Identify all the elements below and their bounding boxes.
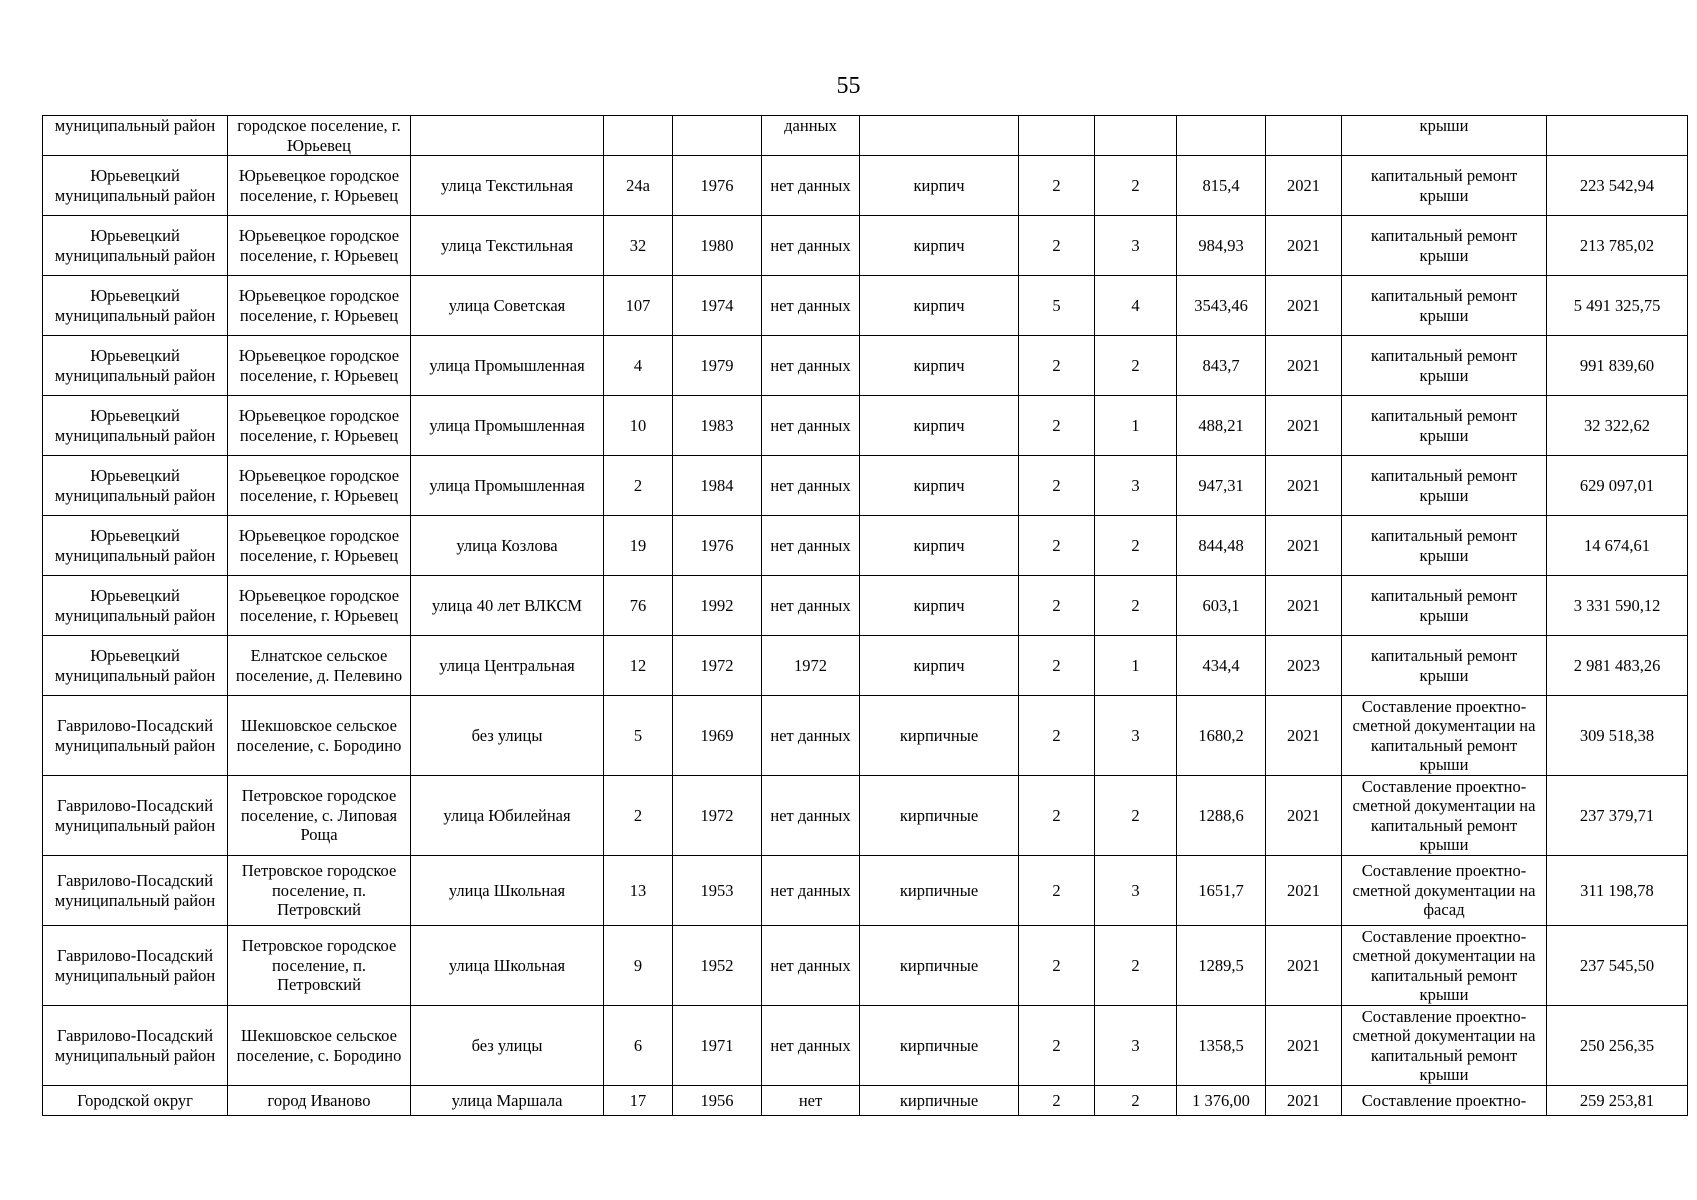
cell-street: улица Центральная bbox=[411, 636, 604, 696]
cell-year-built: 1992 bbox=[673, 576, 762, 636]
cell-settlement: Юрьевецкое городское поселение, г. Юрьевец bbox=[228, 156, 411, 216]
table-row bbox=[43, 336, 1688, 396]
table-row bbox=[43, 216, 1688, 276]
cell-area: 947,31 bbox=[1177, 456, 1266, 516]
cell-entrances: 4 bbox=[1095, 276, 1177, 336]
cell-area: 815,4 bbox=[1177, 156, 1266, 216]
cell-year-other: нет данных bbox=[762, 856, 860, 926]
cell-house: 2 bbox=[604, 456, 673, 516]
cell-year-other: нет данных bbox=[762, 776, 860, 856]
cell-work-type: капитальный ремонт крыши bbox=[1342, 396, 1547, 456]
cell-settlement: Юрьевецкое городское поселение, г. Юрьевец bbox=[228, 336, 411, 396]
cell-floors bbox=[1019, 116, 1095, 156]
cell-street: улица 40 лет ВЛКСМ bbox=[411, 576, 604, 636]
cell-house: 4 bbox=[604, 336, 673, 396]
cell-work-year: 2021 bbox=[1266, 396, 1342, 456]
cell-settlement: Петровское городское поселение, п. Петровский bbox=[228, 926, 411, 1006]
cell-entrances: 2 bbox=[1095, 1086, 1177, 1116]
cell-work-type: капитальный ремонт крыши bbox=[1342, 336, 1547, 396]
cell-area: 1358,5 bbox=[1177, 1006, 1266, 1086]
cell-street: улица Маршала bbox=[411, 1086, 604, 1116]
cell-entrances: 2 bbox=[1095, 576, 1177, 636]
cell-district: Юрьевецкий муниципальный район bbox=[43, 336, 228, 396]
cell-area: 1680,2 bbox=[1177, 696, 1266, 776]
cell-street: улица Советская bbox=[411, 276, 604, 336]
cell-material: кирпичные bbox=[860, 696, 1019, 776]
cell-settlement: Елнатское сельское поселение, д. Пелевино bbox=[228, 636, 411, 696]
cell-entrances: 1 bbox=[1095, 396, 1177, 456]
cell-area: 984,93 bbox=[1177, 216, 1266, 276]
cell-cost: 250 256,35 bbox=[1547, 1006, 1688, 1086]
cell-district: Гаврилово-Посадский муниципальный район bbox=[43, 926, 228, 1006]
cell-work-type: капитальный ремонт крыши bbox=[1342, 156, 1547, 216]
cell-material: кирпичные bbox=[860, 1006, 1019, 1086]
cell-settlement: Петровское городское поселение, п. Петровский bbox=[228, 856, 411, 926]
cell-work-year: 2021 bbox=[1266, 216, 1342, 276]
cell-year-other: нет bbox=[762, 1086, 860, 1116]
cell-settlement: Юрьевецкое городское поселение, г. Юрьевец bbox=[228, 516, 411, 576]
cell-floors: 2 bbox=[1019, 636, 1095, 696]
cell-settlement: Юрьевецкое городское поселение, г. Юрьевец bbox=[228, 396, 411, 456]
cell-floors: 2 bbox=[1019, 776, 1095, 856]
cell-house: 76 bbox=[604, 576, 673, 636]
cell-work-type: капитальный ремонт крыши bbox=[1342, 216, 1547, 276]
cell-year-built: 1971 bbox=[673, 1006, 762, 1086]
table-row bbox=[43, 456, 1688, 516]
cell-house: 5 bbox=[604, 696, 673, 776]
cell-cost: 259 253,81 bbox=[1547, 1086, 1688, 1116]
cell-house: 107 bbox=[604, 276, 673, 336]
cell-house: 24а bbox=[604, 156, 673, 216]
table-body bbox=[43, 116, 1688, 1116]
cell-year-other: нет данных bbox=[762, 216, 860, 276]
cell-district: Юрьевецкий муниципальный район bbox=[43, 636, 228, 696]
cell-entrances: 2 bbox=[1095, 776, 1177, 856]
cell-settlement: Юрьевецкое городское поселение, г. Юрьевец bbox=[228, 576, 411, 636]
cell-house: 17 bbox=[604, 1086, 673, 1116]
cell-work-type: Составление проектно-сметной документации на капитальный ремонт крыши bbox=[1342, 926, 1547, 1006]
cell-floors: 2 bbox=[1019, 336, 1095, 396]
cell-work-type: капитальный ремонт крыши bbox=[1342, 576, 1547, 636]
cell-house: 10 bbox=[604, 396, 673, 456]
table-row bbox=[43, 276, 1688, 336]
cell-area: 1288,6 bbox=[1177, 776, 1266, 856]
cell-year-built: 1979 bbox=[673, 336, 762, 396]
cell-work-type: капитальный ремонт крыши bbox=[1342, 456, 1547, 516]
cell-settlement: городское поселение, г. Юрьевец bbox=[228, 116, 411, 156]
cell-street: улица Школьная bbox=[411, 856, 604, 926]
cell-cost: 3 331 590,12 bbox=[1547, 576, 1688, 636]
cell-work-year: 2021 bbox=[1266, 1006, 1342, 1086]
cell-area: 434,4 bbox=[1177, 636, 1266, 696]
table-row bbox=[43, 116, 1688, 156]
housing-repair-table bbox=[42, 115, 1688, 1116]
cell-work-year: 2021 bbox=[1266, 776, 1342, 856]
cell-area: 488,21 bbox=[1177, 396, 1266, 456]
cell-house: 12 bbox=[604, 636, 673, 696]
cell-settlement: Юрьевецкое городское поселение, г. Юрьевец bbox=[228, 456, 411, 516]
cell-house: 2 bbox=[604, 776, 673, 856]
cell-year-other: данных bbox=[762, 116, 860, 156]
cell-street bbox=[411, 116, 604, 156]
cell-year-other: нет данных bbox=[762, 396, 860, 456]
cell-year-other: нет данных bbox=[762, 276, 860, 336]
cell-floors: 2 bbox=[1019, 216, 1095, 276]
cell-district: Гаврилово-Посадский муниципальный район bbox=[43, 696, 228, 776]
cell-district: Юрьевецкий муниципальный район bbox=[43, 216, 228, 276]
cell-year-built: 1952 bbox=[673, 926, 762, 1006]
cell-cost: 629 097,01 bbox=[1547, 456, 1688, 516]
cell-floors: 2 bbox=[1019, 576, 1095, 636]
cell-settlement: Юрьевецкое городское поселение, г. Юрьевец bbox=[228, 216, 411, 276]
cell-street: улица Промышленная bbox=[411, 456, 604, 516]
cell-work-year: 2021 bbox=[1266, 276, 1342, 336]
cell-year-other: нет данных bbox=[762, 576, 860, 636]
cell-work-year: 2021 bbox=[1266, 926, 1342, 1006]
cell-material: кирпичные bbox=[860, 926, 1019, 1006]
cell-year-other: нет данных bbox=[762, 156, 860, 216]
cell-year-built: 1972 bbox=[673, 776, 762, 856]
cell-year-built: 1956 bbox=[673, 1086, 762, 1116]
cell-settlement: город Иваново bbox=[228, 1086, 411, 1116]
cell-entrances: 2 bbox=[1095, 336, 1177, 396]
cell-year-other: нет данных bbox=[762, 696, 860, 776]
cell-floors: 2 bbox=[1019, 1006, 1095, 1086]
cell-cost: 223 542,94 bbox=[1547, 156, 1688, 216]
table-row bbox=[43, 636, 1688, 696]
table-row bbox=[43, 856, 1688, 926]
cell-district: Юрьевецкий муниципальный район bbox=[43, 516, 228, 576]
cell-floors: 2 bbox=[1019, 696, 1095, 776]
cell-area: 1 376,00 bbox=[1177, 1086, 1266, 1116]
cell-area: 1651,7 bbox=[1177, 856, 1266, 926]
cell-year-other: нет данных bbox=[762, 1006, 860, 1086]
cell-material: кирпичные bbox=[860, 776, 1019, 856]
cell-work-year: 2021 bbox=[1266, 516, 1342, 576]
cell-street: без улицы bbox=[411, 696, 604, 776]
cell-year-other: нет данных bbox=[762, 336, 860, 396]
cell-district: муниципальный район bbox=[43, 116, 228, 156]
cell-floors: 2 bbox=[1019, 1086, 1095, 1116]
cell-work-year: 2021 bbox=[1266, 856, 1342, 926]
cell-work-year: 2023 bbox=[1266, 636, 1342, 696]
cell-year-built: 1984 bbox=[673, 456, 762, 516]
cell-district: Гаврилово-Посадский муниципальный район bbox=[43, 1006, 228, 1086]
cell-area: 603,1 bbox=[1177, 576, 1266, 636]
cell-cost: 309 518,38 bbox=[1547, 696, 1688, 776]
cell-cost: 213 785,02 bbox=[1547, 216, 1688, 276]
cell-material: кирпич bbox=[860, 216, 1019, 276]
cell-settlement: Юрьевецкое городское поселение, г. Юрьевец bbox=[228, 276, 411, 336]
cell-year-built: 1953 bbox=[673, 856, 762, 926]
cell-work-type: Составление проектно-сметной документации на фасад bbox=[1342, 856, 1547, 926]
cell-material: кирпич bbox=[860, 456, 1019, 516]
cell-year-other: нет данных bbox=[762, 456, 860, 516]
cell-entrances bbox=[1095, 116, 1177, 156]
cell-house: 9 bbox=[604, 926, 673, 1006]
cell-work-year: 2021 bbox=[1266, 696, 1342, 776]
cell-work-type: капитальный ремонт крыши bbox=[1342, 276, 1547, 336]
cell-work-year: 2021 bbox=[1266, 336, 1342, 396]
cell-district: Гаврилово-Посадский муниципальный район bbox=[43, 776, 228, 856]
cell-district: Городской округ bbox=[43, 1086, 228, 1116]
cell-street: улица Промышленная bbox=[411, 396, 604, 456]
cell-district: Юрьевецкий муниципальный район bbox=[43, 396, 228, 456]
cell-work-year bbox=[1266, 116, 1342, 156]
cell-entrances: 3 bbox=[1095, 456, 1177, 516]
cell-floors: 5 bbox=[1019, 276, 1095, 336]
cell-area: 3543,46 bbox=[1177, 276, 1266, 336]
cell-house bbox=[604, 116, 673, 156]
cell-work-type: капитальный ремонт крыши bbox=[1342, 636, 1547, 696]
cell-material: кирпич bbox=[860, 576, 1019, 636]
cell-entrances: 1 bbox=[1095, 636, 1177, 696]
cell-work-type: капитальный ремонт крыши bbox=[1342, 516, 1547, 576]
cell-material: кирпич bbox=[860, 336, 1019, 396]
cell-work-type: Составление проектно-сметной документации на капитальный ремонт крыши bbox=[1342, 1006, 1547, 1086]
cell-settlement: Петровское городское поселение, с. Липовая Роща bbox=[228, 776, 411, 856]
cell-year-built: 1969 bbox=[673, 696, 762, 776]
cell-street: улица Школьная bbox=[411, 926, 604, 1006]
cell-house: 13 bbox=[604, 856, 673, 926]
cell-cost: 991 839,60 bbox=[1547, 336, 1688, 396]
cell-district: Юрьевецкий муниципальный район bbox=[43, 276, 228, 336]
table-row bbox=[43, 396, 1688, 456]
table-row bbox=[43, 156, 1688, 216]
cell-work-type: Составление проектно-сметной документации на капитальный ремонт крыши bbox=[1342, 696, 1547, 776]
cell-year-built bbox=[673, 116, 762, 156]
cell-area: 843,7 bbox=[1177, 336, 1266, 396]
cell-house: 32 bbox=[604, 216, 673, 276]
cell-cost: 5 491 325,75 bbox=[1547, 276, 1688, 336]
cell-year-other: нет данных bbox=[762, 926, 860, 1006]
table-row bbox=[43, 696, 1688, 776]
table-row bbox=[43, 1086, 1688, 1116]
cell-year-built: 1974 bbox=[673, 276, 762, 336]
cell-cost: 237 379,71 bbox=[1547, 776, 1688, 856]
cell-year-other: 1972 bbox=[762, 636, 860, 696]
cell-work-type: крыши bbox=[1342, 116, 1547, 156]
cell-year-built: 1972 bbox=[673, 636, 762, 696]
cell-cost: 14 674,61 bbox=[1547, 516, 1688, 576]
cell-entrances: 3 bbox=[1095, 696, 1177, 776]
cell-material: кирпичные bbox=[860, 856, 1019, 926]
cell-street: улица Козлова bbox=[411, 516, 604, 576]
cell-material: кирпич bbox=[860, 156, 1019, 216]
table-row bbox=[43, 1006, 1688, 1086]
cell-entrances: 3 bbox=[1095, 1006, 1177, 1086]
cell-house: 19 bbox=[604, 516, 673, 576]
cell-cost: 311 198,78 bbox=[1547, 856, 1688, 926]
cell-work-year: 2021 bbox=[1266, 1086, 1342, 1116]
cell-street: улица Юбилейная bbox=[411, 776, 604, 856]
cell-material: кирпич bbox=[860, 276, 1019, 336]
table-row bbox=[43, 576, 1688, 636]
cell-work-type: Составление проектно- bbox=[1342, 1086, 1547, 1116]
cell-year-built: 1976 bbox=[673, 516, 762, 576]
cell-settlement: Шекшовское сельское поселение, с. Бородино bbox=[228, 696, 411, 776]
cell-work-type: Составление проектно-сметной документации на капитальный ремонт крыши bbox=[1342, 776, 1547, 856]
cell-area bbox=[1177, 116, 1266, 156]
cell-entrances: 3 bbox=[1095, 856, 1177, 926]
table-row bbox=[43, 516, 1688, 576]
cell-district: Юрьевецкий муниципальный район bbox=[43, 576, 228, 636]
cell-material: кирпич bbox=[860, 396, 1019, 456]
cell-street: улица Промышленная bbox=[411, 336, 604, 396]
cell-year-built: 1983 bbox=[673, 396, 762, 456]
cell-cost bbox=[1547, 116, 1688, 156]
cell-floors: 2 bbox=[1019, 516, 1095, 576]
cell-floors: 2 bbox=[1019, 856, 1095, 926]
cell-year-built: 1980 bbox=[673, 216, 762, 276]
cell-cost: 237 545,50 bbox=[1547, 926, 1688, 1006]
cell-area: 844,48 bbox=[1177, 516, 1266, 576]
cell-house: 6 bbox=[604, 1006, 673, 1086]
cell-entrances: 2 bbox=[1095, 516, 1177, 576]
cell-material bbox=[860, 116, 1019, 156]
cell-material: кирпич bbox=[860, 516, 1019, 576]
cell-entrances: 3 bbox=[1095, 216, 1177, 276]
cell-district: Гаврилово-Посадский муниципальный район bbox=[43, 856, 228, 926]
cell-area: 1289,5 bbox=[1177, 926, 1266, 1006]
cell-floors: 2 bbox=[1019, 396, 1095, 456]
cell-street: без улицы bbox=[411, 1006, 604, 1086]
cell-entrances: 2 bbox=[1095, 926, 1177, 1006]
table-row bbox=[43, 926, 1688, 1006]
cell-floors: 2 bbox=[1019, 926, 1095, 1006]
cell-floors: 2 bbox=[1019, 456, 1095, 516]
cell-year-built: 1976 bbox=[673, 156, 762, 216]
cell-work-year: 2021 bbox=[1266, 456, 1342, 516]
cell-settlement: Шекшовское сельское поселение, с. Бородино bbox=[228, 1006, 411, 1086]
cell-district: Юрьевецкий муниципальный район bbox=[43, 456, 228, 516]
cell-floors: 2 bbox=[1019, 156, 1095, 216]
cell-work-year: 2021 bbox=[1266, 576, 1342, 636]
cell-district: Юрьевецкий муниципальный район bbox=[43, 156, 228, 216]
cell-work-year: 2021 bbox=[1266, 156, 1342, 216]
table-row bbox=[43, 776, 1688, 856]
page-number: 55 bbox=[836, 73, 861, 99]
cell-cost: 32 322,62 bbox=[1547, 396, 1688, 456]
cell-material: кирпичные bbox=[860, 1086, 1019, 1116]
cell-street: улица Текстильная bbox=[411, 156, 604, 216]
cell-street: улица Текстильная bbox=[411, 216, 604, 276]
cell-entrances: 2 bbox=[1095, 156, 1177, 216]
cell-year-other: нет данных bbox=[762, 516, 860, 576]
cell-material: кирпич bbox=[860, 636, 1019, 696]
cell-cost: 2 981 483,26 bbox=[1547, 636, 1688, 696]
